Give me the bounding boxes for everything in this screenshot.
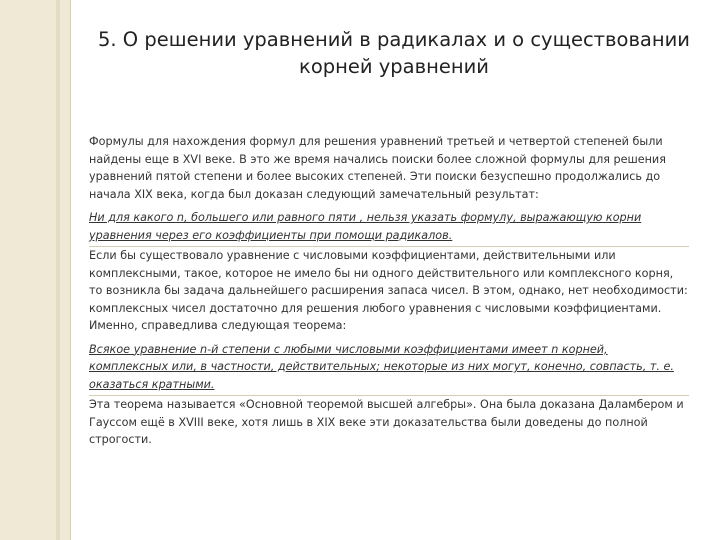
paragraph-complex-numbers: Если бы существовало уравнение с числовыми коэффициентами, действительными или комплексными, такое, которое не имело бы ни одного действительного или комплексного корня, то возникла бы задача дальнейшего расширения запаса чисел. В этом, однако, нет необходимости: комплексных чисел достаточно для решения любого уравнения с числовыми коэффициентами. Именно, справедлива следующая теорема: bbox=[89, 249, 688, 332]
frame-border-line bbox=[70, 0, 71, 540]
paragraph-history: Эта теорема называется «Основной теоремой высшей алгебры». Она была доказана Даламбером и Гауссом ещё в XVIII веке, хотя лишь в XIX веке эти доказательства были доведены до полной строгости. bbox=[89, 398, 684, 446]
paragraph-fundamental-theorem: Всякое уравнение n-й степени с любыми числовыми коэффициентами имеет n корней, комплексных или, в частности, действительных; некоторые из них могут, конечно, совпасть, т. е. оказаться кратными. bbox=[89, 342, 674, 391]
slide-body bbox=[89, 133, 689, 449]
paragraph-intro: Формулы для нахождения формул для решения уравнений третьей и четвертой степеней были найдены еще в XVI веке. В это же время начались поиски более сложной формулы для решения уравнений пятой степени и более высоких степеней. Эти поиски безуспешно продолжались до начала XIX века, когда был доказан следующий замечательный результат: bbox=[89, 135, 666, 201]
paragraph-abel-result: Ни для какого n, большего или равного пяти , нельзя указать формулу, выражающую корни уравнения через его коэффициенты при помощи радикалов. bbox=[89, 211, 642, 242]
title-line-1: 5. О решении уравнений в радикалах и о существовании bbox=[98, 28, 690, 51]
title-line-2: корней уравнений bbox=[299, 55, 489, 78]
slide-title bbox=[84, 26, 704, 80]
